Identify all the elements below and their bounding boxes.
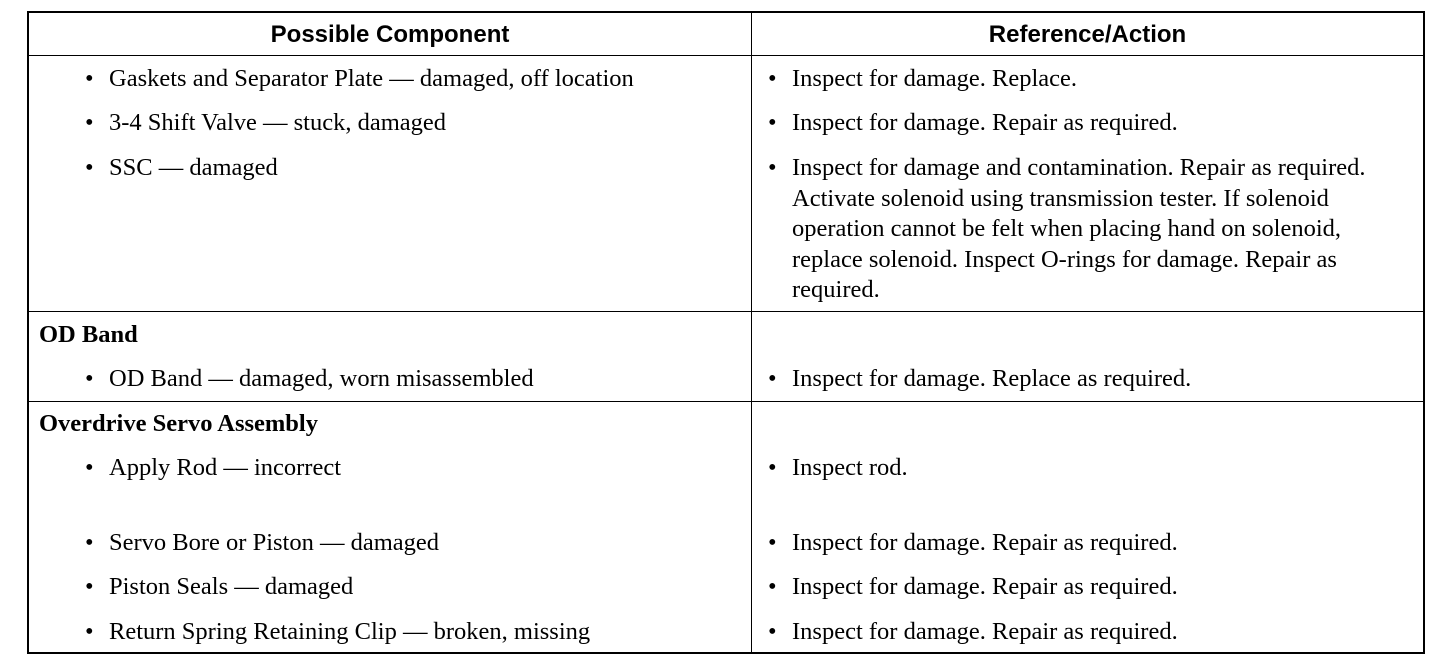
section-title-od-band: OD Band bbox=[39, 321, 138, 348]
component-text: Apply Rod — incorrect bbox=[109, 454, 342, 481]
bullet: • bbox=[768, 573, 777, 600]
action-text: Inspect for damage. Repair as required. bbox=[792, 618, 1178, 645]
bullet: • bbox=[85, 618, 94, 645]
action-text: Inspect rod. bbox=[792, 454, 908, 481]
bullet: • bbox=[768, 618, 777, 645]
bullet: • bbox=[85, 529, 94, 556]
action-text: Inspect for damage. Replace. bbox=[792, 65, 1078, 92]
header-reference-action: Reference/Action bbox=[988, 21, 1187, 48]
action-item bbox=[768, 572, 1178, 603]
bullet: • bbox=[85, 109, 94, 136]
bullet: • bbox=[85, 65, 94, 92]
action-text: Inspect for damage and contamination. Repair as required. Activate solenoid using transmission tester. If solenoid operation cannot be felt when placing hand on solenoid, replace solenoid. Inspect O-rings for damage. Repair as required. bbox=[792, 154, 1366, 303]
action-item bbox=[768, 528, 1178, 559]
component-item bbox=[85, 364, 534, 395]
component-item bbox=[85, 528, 440, 559]
component-item bbox=[85, 108, 447, 139]
bullet: • bbox=[85, 454, 94, 481]
component-item bbox=[85, 453, 342, 484]
component-item bbox=[85, 64, 634, 95]
action-item bbox=[768, 64, 1078, 95]
component-text: Gaskets and Separator Plate — damaged, off location bbox=[109, 65, 634, 92]
component-item bbox=[85, 617, 591, 648]
section-divider bbox=[29, 401, 1423, 402]
action-item bbox=[768, 153, 1412, 306]
diagnosis-table bbox=[27, 11, 1425, 654]
action-item bbox=[768, 364, 1192, 395]
bullet: • bbox=[768, 154, 777, 181]
action-item bbox=[768, 453, 908, 484]
action-text: Inspect for damage. Repair as required. bbox=[792, 109, 1178, 136]
bullet: • bbox=[768, 529, 777, 556]
section-title-overdrive-servo: Overdrive Servo Assembly bbox=[39, 410, 318, 437]
bullet: • bbox=[768, 109, 777, 136]
bullet: • bbox=[768, 454, 777, 481]
action-text: Inspect for damage. Repair as required. bbox=[792, 573, 1178, 600]
bullet: • bbox=[85, 365, 94, 392]
bullet: • bbox=[768, 365, 777, 392]
component-text: OD Band — damaged, worn misassembled bbox=[109, 365, 534, 392]
component-text: SSC — damaged bbox=[109, 154, 278, 181]
bullet: • bbox=[85, 154, 94, 181]
action-text: Inspect for damage. Repair as required. bbox=[792, 529, 1178, 556]
section-divider bbox=[29, 311, 1423, 312]
header-possible-component: Possible Component bbox=[270, 21, 510, 48]
column-divider bbox=[751, 13, 752, 652]
component-item bbox=[85, 153, 278, 184]
component-text: 3-4 Shift Valve — stuck, damaged bbox=[109, 109, 447, 136]
component-text: Piston Seals — damaged bbox=[109, 573, 354, 600]
component-text: Return Spring Retaining Clip — broken, missing bbox=[109, 618, 591, 645]
action-text: Inspect for damage. Replace as required. bbox=[792, 365, 1192, 392]
action-item bbox=[768, 617, 1178, 648]
component-text: Servo Bore or Piston — damaged bbox=[109, 529, 440, 556]
action-item bbox=[768, 108, 1178, 139]
header-divider bbox=[29, 55, 1423, 56]
bullet: • bbox=[85, 573, 94, 600]
bullet: • bbox=[768, 65, 777, 92]
component-item bbox=[85, 572, 354, 603]
